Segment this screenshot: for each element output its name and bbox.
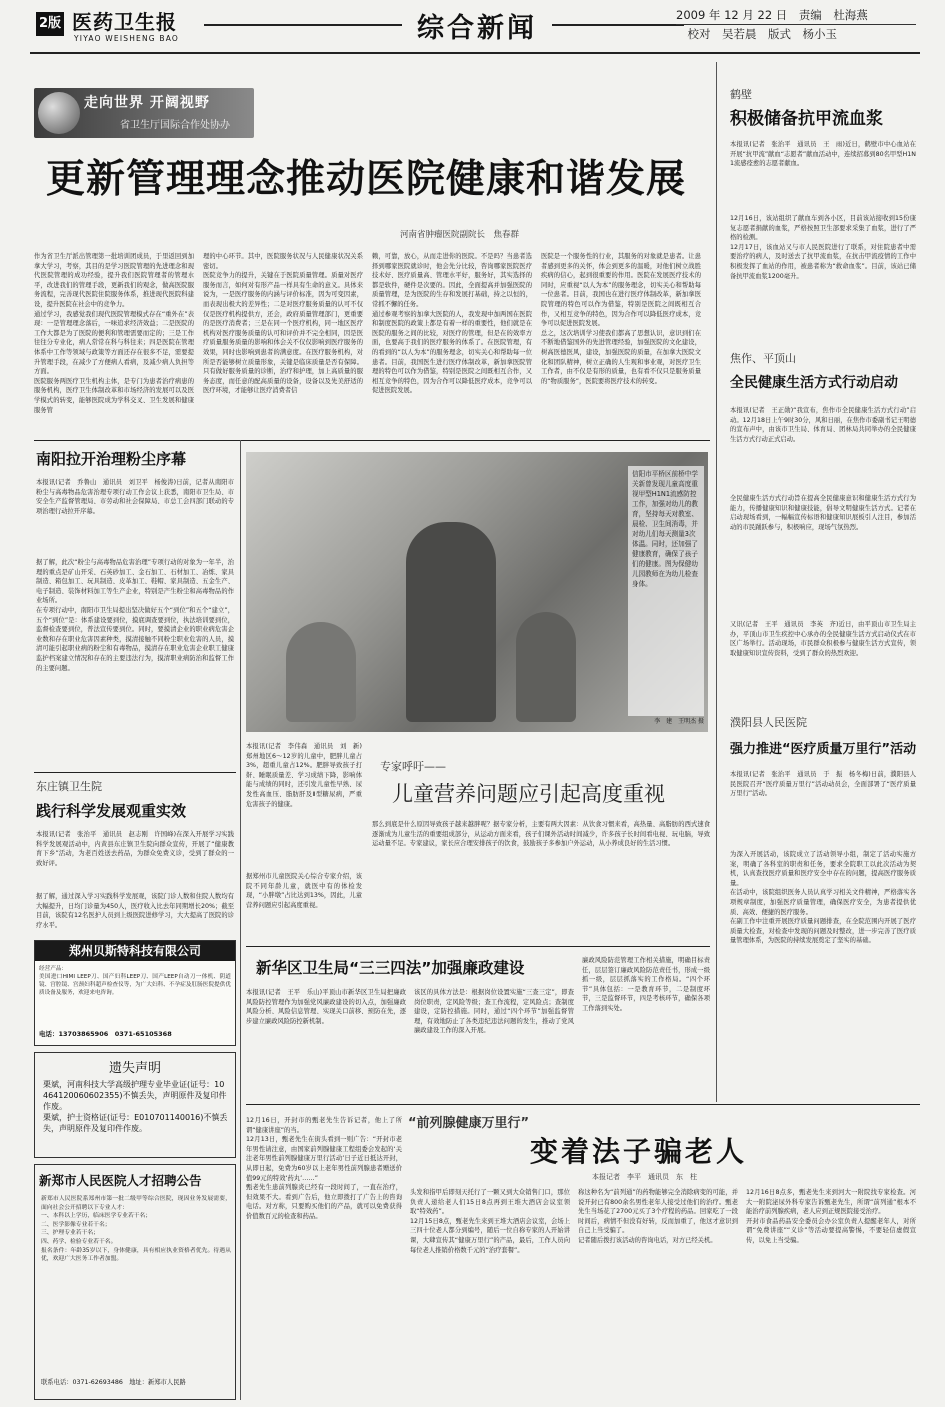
photo-credit: 李 建 王明杰 摄: [654, 718, 704, 725]
pingdingshan-body: 又讯(记者 王平 通讯员 李英 齐)近日，由平顶山市卫生局主办，平顶山市卫生疾控中心承办的全民健康生活方式启动仪式在市区广场举行。活动现场，市民群众积极参与健康生活方式宣传，领取健康知识宣传资料，受到了群众的热烈欢迎。: [730, 621, 916, 657]
dongzhuang-top-rule: [34, 772, 236, 773]
nanyang-byline: 本报讯(记者 乔鲁山 通讯员 刘卫平 杨俊涛)日前，记者从南阳市粉尘与高毒物品危害治理专项行动工作会议上获悉，南阳市卫生局、市安全生产监督管理局、市劳动和社会保障局、市总工会四部门联动的专项治理行动拉开序幕。: [36, 479, 234, 515]
right-column-divider: [716, 62, 717, 1102]
xinhua-top-rule: [246, 946, 710, 947]
xinhua-byline: 本报讯(记者 王平 乐山)平顶山市新华区卫生局把廉政风险防控管理作为加强党风廉政建设的切入点，加强廉政风险分析、风险信息管理、实现关口前移、预防在先，逐步建立廉政风险防控新机制。: [246, 989, 406, 1025]
nanyang-headline: 南阳拉开治理粉尘序幕: [36, 450, 187, 468]
lead-col-4: 医院是一个服务性的行业，其服务的对象就是患者。让患者感到更多的关怀，体会到更多的温暖，对他们树立战胜疾病的信心，起到很重要的作用。医院在发展医疗技术的同时，应重视“以人为本”的服务理念，切实关心和帮助每一位患者。目前，我国也在进行医疗体制改革，新加拿医院管理的特色可以作为借鉴，特别是医院之间既相互合作，又相互竞争的特色，因为合作可以降低医疗成本，竞争可以促进医院发展。 总之，这次培训学习使我们都高了思想认识，意识到们在不断地借鉴国外的先进管理经验，加强医院的文化建设，树高医德医风，建设，加强医院的质量，在加拿大医院文化和团队精神，树立正确的人生观和事业观，对医疗卫生工作者，由不仅是有形的质量，也有看不仅只是服务质量的“物质服务”，医院要将医疗技术的转变。: [541, 253, 701, 385]
kids-kicker: 专家呼吁——: [380, 760, 446, 773]
photo-figure-child-1: [286, 622, 356, 722]
jiaozuo-byline: 本报讯(记者 王正勋)“我宣布，焦作市全民健康生活方式行动”启动。12月18日上午9时30分，风和日丽，在焦作市委副书记王明德的宣布声中，由该市卫生局、体育局、团林局共同举办的全民健康生活方式行动正式启动。: [730, 407, 916, 443]
scam-headline: 变着法子骗老人: [530, 1135, 748, 1166]
kids-headline: 儿童营养问题应引起高度重视: [392, 782, 665, 806]
ad-best-tech: [34, 940, 236, 1046]
dongzhuang-body: 据了解，通过深入学习实践科学发展观，该院门诊人数和住院人数均有大幅提升，日均门诊量为450人，医疗收入比去年同期增长20%；截至目前，该院有12名医护人员到上级医院进修学习，大大提高了医院的诊疗水平。: [36, 893, 234, 929]
globe-icon: [38, 92, 80, 134]
jiaozuo-body: 全民健康生活方式行动旨在提高全民健康意识和健康生活方式行为能力，传播健康知识和健康技能，倡导文明健康生活方式。记者在启动现场看到，一幅幅宣传标语和健康知识展板引人注目，参加活动的市民踊跃参与，积极响应，现场气氛热烈。: [730, 495, 916, 531]
lost-notice: [34, 1052, 236, 1158]
layout-label: 版式: [768, 27, 791, 41]
scam-kicker: “前列腺健康万里行”: [408, 1116, 530, 1130]
dongzhuang-byline: 本报讯(记者 张治平 通讯员 赵志刚 许国峰)在深入开展学习实践科学发展观活动中，内黄县东庄镇卫生院向群众宣传，开展了“健康教育下乡”活动，为老百姓送去药品，为群众免费义诊，受到了群众的一致好评。: [36, 831, 234, 867]
masthead: [0, 0, 945, 52]
jiaozuo-headline: 全民健康生活方式行动启动: [730, 375, 898, 391]
scam-col-3: 称这种名为“前列通”的药物能够完全消除病变的可能，并说开封已有800余名男性老年人接受过他们的治疗。甄老先生当场花了2700元买了3个疗程的药品。回家吃了一段时间后，病情不但没有好转，反而加重了，他这才意识到自己上当受骗了。 记者随后拨打该活动的咨询电话，对方已经关机。: [578, 1189, 738, 1244]
recruit-contact: 联系电话：0371-62693486 地址：新郑市人民路: [41, 1379, 186, 1386]
ad-phone: 电话：13703865906 0371-65105368: [39, 1030, 172, 1038]
paper-name: 医药卫生报: [72, 10, 177, 34]
puyang-kicker: 濮阳县人民医院: [730, 716, 807, 729]
dongzhuang-kicker: 东庄镇卫生院: [36, 780, 102, 793]
layout-name: 杨小玉: [802, 27, 837, 41]
proof-name: 吴若晨: [722, 27, 757, 41]
kids-intro: 本报讯(记者 李伟森 通讯员 刘 新)郑州地区6～12岁的儿童中，肥胖儿童占3%，超重儿童占12%。肥胖导致孩子打鼾、睡眠质量差、学习成绩下降，影响体能与成绩的同时，还引发儿童性早熟、尿发性高血压、脂肪肝及Ⅱ型糖尿病，严重危害孩子的健康。: [246, 743, 362, 808]
photo-figure-adult: [406, 522, 496, 722]
lead-byline: 河南省肿瘤医院副院长 焦春群: [400, 230, 520, 240]
lead-col-2: 理的中心环节。其中，医院服务状况与人民健康状况关系密切。 医院竞争力的提升，关键在于医院质量管理。质量对医疗服务而言，如何对有形产品一样具有生命的意义。具体来说为，一是医疗服务的内涵与评价标准，因为可变因素，而表现出极大的差异性；二是对医疗服务质量的认可不仅仅是医疗机构提供方，还会，政府质量管理部门，更重要的是医疗消费者；三是在同一个医疗机构，同一地区医疗机构对医疗服务质量的认可和评价并不完全相同，因是医疗质量服务质量的影响和体会关不仅仅影响到医疗服务的效果，同时也影响到患者的满意度。在医疗服务机构，对所是否能够树立质量形象，关键是临床质量是否有保障。只有做好服务质量的诊断，治疗和护理，加上高质量的服务态度，而任意的配高质量的设备，设备以及先美舒适的医疗环境，才能够让医疗消费者信: [203, 253, 363, 395]
xinhua-headline: 新华区卫生局“三三四法”加强廉政建设: [256, 959, 525, 977]
recruit-ad: [34, 1164, 236, 1400]
banner-line1: 走向世界 开阔视野: [84, 95, 210, 111]
hebi-byline: 本报讯(记者 张治平 通讯员 王 雨)近日，鹤壁市中心血站在开展“抗甲流”献血“志愿者”献血活动中，连续招募到80名甲型H1N1流感痊愈的志愿者献血。: [730, 141, 916, 168]
kids-body-2: 那么到底是什么原因导致孩子越来越胖呢？据专家分析，主要有两大因素：从饮食习惯来看，高热量、高脂肪的西式速食逐渐成为儿童生活的重要组成部分，从运动方面来看，孩子们课外活动时间减少，许多孩子长时间看电视、玩电脑，导致运动量不足。专家建议，家长应合理安排孩子的饮食，鼓励孩子多参加户外运动，从小养成良好的生活习惯。: [372, 821, 710, 848]
nanyang-top-rule: [34, 440, 710, 441]
banner-line2: 省卫生厅国际合作处协办: [120, 120, 230, 131]
jiaozuo-kicker: 焦作、平顶山: [730, 352, 796, 365]
lead-col-1: 作为省卫生厅派出管理第一批培训团成员，于里返回到加拿大学习，考察，其目的是学习医院管理的先进理念和现代医院管理的成功经验，提升我们医院管理者的管理水平，改进我们的管理手段，更新我们的观念，做高医院服务流程，完善现代医院住院服务体系，推进现代医院科建设，提升医院在社会中的竞争力。 通过学习，我感觉我们现代医院管理模式存在“重外在”表现：一是管理理念落后，一味追求经济效益；二是医院的工作大都是为了医院的便利和管理需要而定的；三是工作往往分专业化，病人常常在科与科往来；四是医院在管理体系中工作等领域与政策等方面还存在很多不足，需要提升管理手段，在减少了方便病人看病，及减少病人负担等方面。 医院服务两医疗卫生机构主体，是专门为患者治疗病患的服务机构，医疗卫生体制改革和市场经济的发展可以及医学模式的转变，能够医院成为学科交叉、卫生发展和健康服务管: [34, 253, 194, 414]
nanyang-body: 据了解，此次“粉尘与高毒物品危害治理”专项行动的对象为一年半，治理的重点是矿山开采、石英砂加工、金石加工、石材加工、冶炼、家具制造、箱包加工、玩具制造、皮革加工、鞋帽、家具制造、五金生产、电子制造、装饰材料加工等生产企业，特别是产生粉尘和高毒物品的作业场所。 在专项行动中，南阳市卫生局提出坚决做好五个“到位”和五个“建立”，五个“到位”是：体系建设要到位，摸底调查要到位，执法培训要到位，监督检查要到位，普法宣传要到位。同时，要摸清企业的职业病危害企业数和存在职业危害因素种类，摸清接触不同粉尘职业危害的人员，摸清可能引起职业病的粉尘和有毒物品，摸清存在职业危害企业职工健康监护档案建立情况和存在的主要违法行为，摸清职业病防治和监督工作的主要问题。: [36, 559, 234, 672]
recruit-body: 新郑市人民医院系郑州市第一批二级甲等综合医院，现因业务发展需要，面向社会公开招聘以下专业人才： 一、本科以上学历，临床医学专业若干名； 二、医学影像专业若干名； 三、护理专业若干名； 四、药学、检验专业若干名。 报名条件：年龄35岁以下，身体健康，具有相应执业资格者优先。待遇从优，欢迎广大医务工作者加盟。: [41, 1196, 231, 1263]
scam-col-2: 头发和指甲后即刻天托行了一颗又到大众销售门口，那位负责人递给老人们15日8点再到王堆大酒店会议室领取“特效药”。 12月15日8点，甄老先生来到王堆大酒店会议室，会场上三四十位老人都分到编号，随后一位自称专家的人开始讲课，大肆宣传其“健康万里行”的产品，最后，工作人员向每位老人推销价格数千元的“治疗套餐”。: [410, 1189, 570, 1254]
kids-body: 据郑州市儿童医院关心综合专家介绍，该院不同年龄儿童，就医中有的体检发现，“小胖墩”占比达到13%，因此，儿童营养问题应引起高度重视。: [246, 873, 362, 909]
column-banner: [34, 88, 254, 138]
proof-label: 校对: [687, 27, 711, 41]
ad-company-name: 郑州贝斯特科技有限公司: [35, 941, 235, 961]
scam-byline: 本报记者 李平 通讯员 东 柱: [592, 1173, 697, 1181]
photo-caption: 信阳市平桥区前桥中学关新曾发现儿童高度重视甲型H1N1流感防控工作，加强对幼儿的教育，坚持每天对教室、晨检、卫生间消毒，并对幼儿们每天测量3次体温。同时，还加强了健康教育，确保了孩子们的健康。图为保健幼儿园教师在为幼儿检查身体。: [628, 466, 704, 716]
xinhua-body-2: 廉政风险防范管理工作相关措施，明确目标责任，层层签订廉政风险防范责任书，形成一级抓一级，层层抓落实的工作格局。“四个环节”具体包括：一是教育环节，二是制度环节，三是监督环节，四是考核环节，确保各项工作落到实处。: [582, 957, 710, 1012]
puyang-headline: 强力推进“医疗质量万里行”活动: [730, 742, 917, 757]
masthead-bottom-rule: [30, 52, 920, 54]
page-number-box: 2版: [36, 12, 64, 36]
editor-label: 责编: [798, 8, 822, 22]
hebi-headline: 积极储备抗甲流血浆: [730, 109, 883, 128]
news-photo: [246, 452, 708, 732]
scam-col-4: 12月16日8点多，甄老先生来到河大一附院找专家检查。河大一附院泌尿外科专家告诉甄老先生，所谓“前列通”根本不能治疗前列腺疾病，老人应到正规医院接受治疗。 开封市食品药品安全委员会办公室负责人提醒老年人，对所谓“免费讲座”“义诊”等活动要提高警惕，不要轻信虚假宣传，以免上当受骗。: [746, 1189, 916, 1244]
ad-products-text: 经营产品： 美国进口HIMI LEEP刀、国产妇科LEEP刀、国产LEEP自动刀一体机、阴道镜、宫腔镜、宫颈妇科超声检查仪等，为广大妇科、不孕症及肛肠医院提供优质设备及服务，欢迎来电咨询。: [39, 966, 231, 996]
lead-col-3: 赖，可靠，放心，从而走进你的医院。不是吗？当患者选择到哪家医院就诊时，他会先分比较，咨询哪家医院医疗技术好、医疗质量高、管理水平好，服务好，其实选择的都是软件，硬件是次要的。因此，全面提高并加强医院的质量管理，是为医院的生存和发展打基础，持之以恒的，常抓不懈的任务。 通过参观考察的加拿大医院的人，我发现中加两国在医院和制度医院的政策上都是有着一样的重要性，他们就是在医院的服务之间的比较，对医疗的管理，但是在的效率方面，也要高于我们的医疗服务的体系了。在医院管理，有的看到的“以人为本”的服务理念，切实关心和帮助每一位患者。目前，我国医生进行医疗体制改革，新加拿医院管理的特色可以作为借鉴，特别是医院之间既相互合作，又相互竞争的特色，因为合作可以降低医疗成本，竞争可以促进医院发展。: [372, 253, 532, 395]
recruit-title: 新郑市人民医院人才招聘公告: [39, 1173, 202, 1188]
issue-date: 2009 年 12 月 22 日: [676, 8, 788, 22]
hebi-body: 12月16日，该站组织了献血车到各小区，目前该站接收到15份康复志愿者捐献的血浆，严格按照卫生部要求采集了血浆，进行了严格的检测。 12月17日，该血站又与市人民医院进行了联系，对住院患者中需要治疗的病人，及时送去了抗甲流血浆，在抗击甲流疫情的工作中积极发挥了血站的作用，被患者称为“救命血浆”。目前，该站已储备抗甲流血浆1200毫升。: [730, 215, 916, 280]
lost-notice-title: 遗失声明: [108, 1061, 161, 1075]
editor-name: 杜海燕: [833, 8, 868, 22]
left-column-divider: [240, 440, 241, 1400]
paper-pinyin: YIYAO WEISHENG BAO: [74, 34, 180, 43]
scam-col-1: 12月16日，开封市的甄老先生告诉记者，他上了所谓“健康讲座”的当。 12月13日，甄老先生在街头看到一则广告：“开封市老年男性请注意，由国家前列腺健康工程组委会发起的‘关注老年男性前列腺健康万里行活动’日子近日抵达开封，从即日起，免费为60岁以上老年男性前列腺患者赠送价值99元的特效‘药丸’……” 甄老先生患前列腺炎已经有一段时间了，一直在治疗，但效果不大。看到广告后，他立即拨打了广告上的咨询电话。对方称，只要购买他们的产品，就可以免费获得价值数百元的检查和药品。: [246, 1117, 402, 1220]
lost-notice-text: 栗斌，河南科技大学高级护理专业毕业证(证号：10464120060602355)不慎丢失，声明原件及复印件作废。 栗斌，护士资格证(证号：E010701140016)不慎丢失，声明原件及复印件作废。: [43, 1080, 228, 1133]
issue-info: [676, 6, 916, 46]
xinhua-body: 该区的具体方法是：根据岗位设置实施“三查三定”，即查岗位职责，定风险等级；查工作流程，定风险点；查制度建设，定防控措施。同时，通过“四个环节”加强监督管理，有效地防止了各类违纪违法问题的发生，推动了党风廉政建设工作的深入开展。: [414, 989, 574, 1035]
photo-figure-child-2: [516, 612, 576, 722]
hebi-kicker: 鹤壁: [730, 88, 752, 101]
scam-top-rule: [246, 1104, 920, 1105]
puyang-byline: 本报讯(记者 张治平 通讯员 于 振 杨冬梅)日前，濮阳县人民医院召开“医疗质量万里行”活动动员会，全面部署了“医疗质量万里行”活动。: [730, 771, 916, 798]
dongzhuang-headline: 践行科学发展观重实效: [36, 802, 187, 820]
lead-headline: 更新管理理念推动医院健康和谐发展: [46, 156, 687, 202]
section-title: 综合新闻: [402, 6, 552, 46]
puyang-body: 为深入开展活动，该院成立了活动领导小组，制定了活动实施方案，明确了各科室的职责和任务，要求全院职工以此次活动为契机，认真查找医疗质量和医疗安全中存在的问题，提高医疗服务质量。 在活动中，该院组织医务人员认真学习相关文件精神，严格落实各项规章制度，加强医疗质量管理，确保医疗安全，为患者提供优质、高效、便捷的医疗服务。 在副工作中注重开展医疗质量问题排查，在全院范围内开展了医疗质量大检查，对检查中发现的问题及时整改，进一步完善了医疗质量管理体系，为医院的持续发展奠定了坚实的基础。: [730, 851, 916, 945]
